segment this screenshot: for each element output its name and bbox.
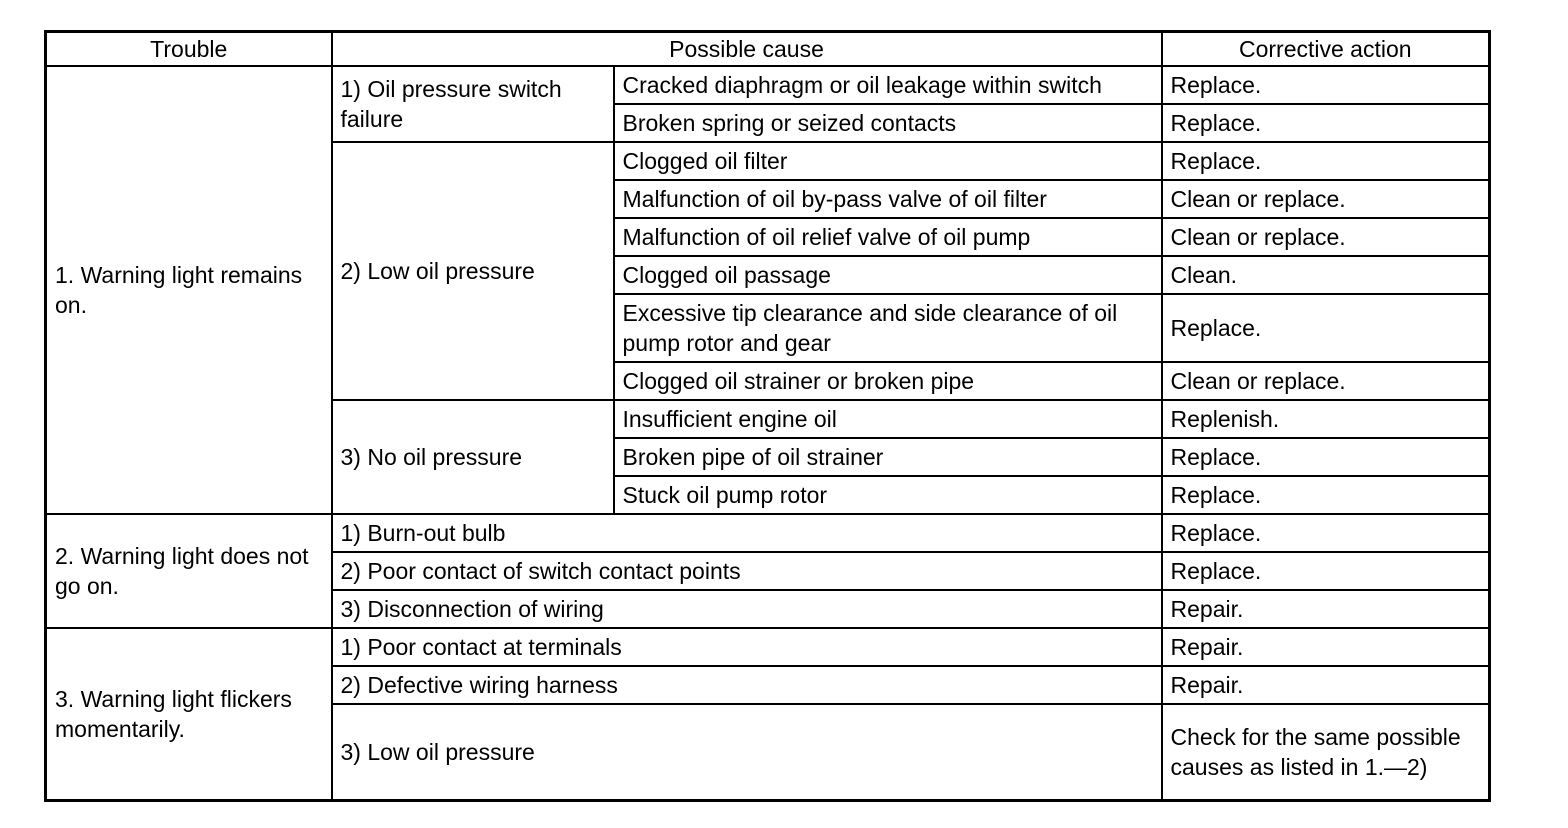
cause-group-cell: 2) Low oil pressure: [332, 142, 614, 400]
cause-cell: 3) Low oil pressure: [332, 704, 1162, 801]
cause-cell: 1) Poor contact at terminals: [332, 628, 1162, 666]
action-cell: Clean or replace.: [1162, 362, 1490, 400]
trouble-cell: 1. Warning light remains on.: [46, 66, 332, 514]
table-row: [46, 66, 1490, 104]
action-cell: Replace.: [1162, 476, 1490, 514]
action-cell: Replace.: [1162, 514, 1490, 552]
header-trouble: Trouble: [46, 32, 332, 67]
action-cell: Clean or replace.: [1162, 218, 1490, 256]
cause-cell: 2) Defective wiring harness: [332, 666, 1162, 704]
action-cell: Replace.: [1162, 104, 1490, 142]
action-cell: Repair.: [1162, 666, 1490, 704]
trouble-cell: 3. Warning light flickers momentarily.: [46, 628, 332, 801]
table-row: [46, 514, 1490, 552]
action-cell: Repair.: [1162, 628, 1490, 666]
action-cell: Repair.: [1162, 590, 1490, 628]
header-row: [46, 32, 1490, 67]
cause-detail-cell: Malfunction of oil by-pass valve of oil filter: [614, 180, 1162, 218]
cause-detail-cell: Malfunction of oil relief valve of oil pump: [614, 218, 1162, 256]
action-cell: Clean.: [1162, 256, 1490, 294]
cause-detail-cell: Broken spring or seized contacts: [614, 104, 1162, 142]
action-cell: Replace.: [1162, 142, 1490, 180]
action-cell: Replace.: [1162, 294, 1490, 362]
cause-detail-cell: Stuck oil pump rotor: [614, 476, 1162, 514]
cause-group-cell: 3) No oil pressure: [332, 400, 614, 514]
table-row: [46, 628, 1490, 666]
cause-detail-cell: Clogged oil filter: [614, 142, 1162, 180]
cause-detail-cell: Broken pipe of oil strainer: [614, 438, 1162, 476]
cause-detail-cell: Excessive tip clearance and side clearance of oil pump rotor and gear: [614, 294, 1162, 362]
cause-detail-cell: Clogged oil passage: [614, 256, 1162, 294]
action-cell: Replenish.: [1162, 400, 1490, 438]
trouble-cell: 2. Warning light does not go on.: [46, 514, 332, 628]
action-cell: Replace.: [1162, 438, 1490, 476]
cause-detail-cell: Insufficient engine oil: [614, 400, 1162, 438]
cause-group-cell: 1) Oil pressure switch failure: [332, 66, 614, 142]
cause-detail-cell: Cracked diaphragm or oil leakage within switch: [614, 66, 1162, 104]
cause-detail-cell: Clogged oil strainer or broken pipe: [614, 362, 1162, 400]
troubleshooting-sheet: [44, 30, 1491, 802]
cause-cell: 1) Burn-out bulb: [332, 514, 1162, 552]
header-possible-cause: Possible cause: [332, 32, 1162, 67]
action-cell: Clean or replace.: [1162, 180, 1490, 218]
troubleshooting-table: [44, 30, 1491, 802]
cause-cell: 2) Poor contact of switch contact points: [332, 552, 1162, 590]
action-cell: Replace.: [1162, 552, 1490, 590]
cause-cell: 3) Disconnection of wiring: [332, 590, 1162, 628]
header-corrective-action: Corrective action: [1162, 32, 1490, 67]
action-cell: Check for the same possible causes as listed in 1.—2): [1162, 704, 1490, 801]
action-cell: Replace.: [1162, 66, 1490, 104]
